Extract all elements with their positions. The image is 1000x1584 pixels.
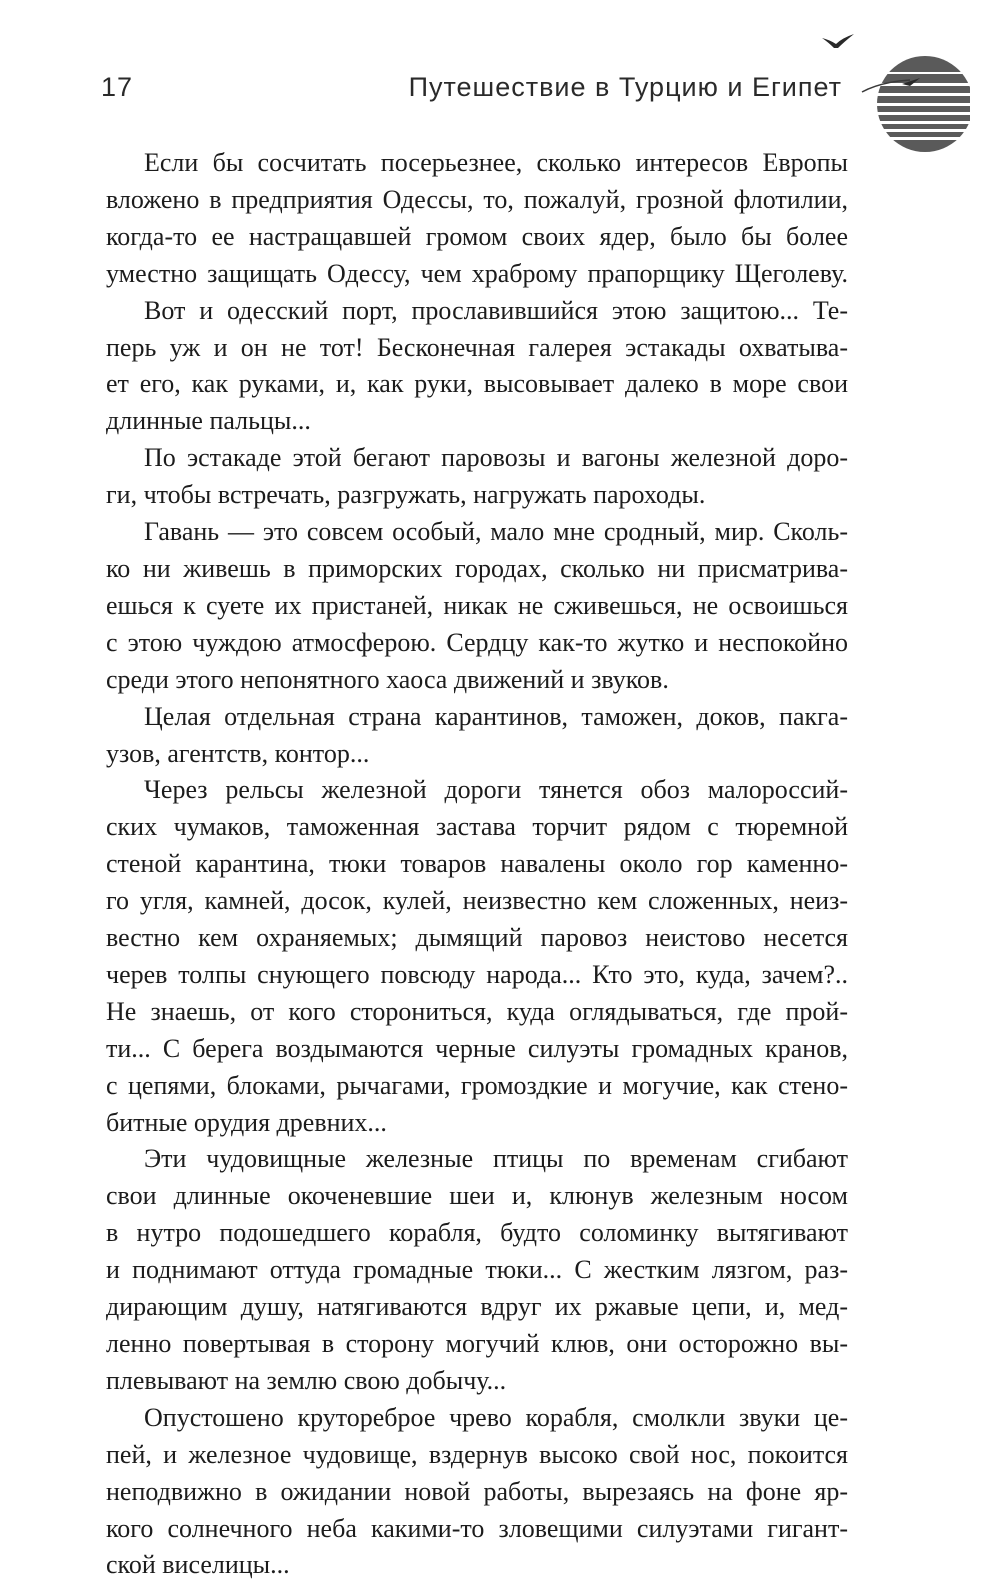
paragraph (106, 772, 848, 1141)
text-line: ленно повертывая в сторону могучий клюв, они осторожно вы- (106, 1329, 848, 1358)
paragraph (106, 145, 848, 293)
text-line: ко ни живешь в приморских городах, сколько ни присматрива- (106, 553, 848, 583)
text-line: ти... С берега воздымаются черные силуэты громадных кранов, (106, 1033, 848, 1063)
page-header (0, 0, 1000, 150)
text-line: стеной карантина, тюки товаров навалены около гор каменно- (106, 849, 848, 879)
text-line: и поднимают оттуда громадные тюки... С жестким лязгом, раз- (106, 1255, 848, 1285)
paragraph (106, 514, 848, 699)
text-line: Если бы сосчитать посерьезнее, сколько интересов Европы (144, 148, 848, 177)
text-line: Через рельсы железной дороги тянется обоз малороссий- (144, 775, 848, 805)
text-line: узов, агентств, контор... (106, 738, 370, 768)
text-line: с этою чуждою атмосферою. Сердцу как-то жутко и неспокойно (106, 627, 848, 657)
text-line: свои длинные окоченевшие шеи и, клюнув железным носом (106, 1181, 848, 1211)
text-line: в нутро подошедшего корабля, будто соломинку вытягивают (106, 1218, 848, 1248)
text-line: уместно защищать Одессу, чем храброму прапорщику Щеголеву. (106, 258, 848, 288)
paragraph (106, 1141, 848, 1399)
text-line: Вот и одесский порт, прославившийся этою защитою... Те- (144, 295, 848, 325)
text-line: Целая отдельная страна карантинов, таможен, доков, пакга- (144, 701, 848, 731)
text-line: ги, чтобы встречать, разгружать, нагружать пароходы. (106, 480, 706, 510)
body-text (106, 145, 848, 1584)
text-line: черев толпы снующего повсюду народа... Кто это, куда, зачем?.. (106, 959, 848, 989)
text-line: Не знаешь, от кого сторониться, куда оглядываться, где прой- (106, 996, 848, 1026)
text-line: Опустошено крутореброе чрево корабля, смолкли звуки це- (144, 1402, 848, 1432)
text-line: неподвижно в ожидании новой работы, вырезаясь на фоне яр- (106, 1476, 848, 1506)
text-line: когда-то ее настращавшей громом своих ядер, было бы более (106, 221, 848, 251)
text-line: ешься к суете их пристаней, никак не сживешься, не освоишься (106, 590, 848, 620)
text-line: с цепями, блоками, рычагами, громоздкие и могучие, как стено- (106, 1070, 848, 1100)
paragraph (106, 1400, 848, 1584)
text-line: Эти чудовищные железные птицы по временам сгибают (144, 1144, 848, 1174)
text-line: Гавань — это совсем особый, мало мне сродный, мир. Сколь- (144, 517, 848, 547)
paragraph (106, 699, 848, 773)
text-line: дирающим душу, натягиваются вдруг их ржавые цепи, и, мед- (106, 1292, 848, 1322)
text-line: вложено в предприятия Одессы, то, пожалуй, грозной флотилии, (106, 184, 848, 214)
text-line: битные орудия древних... (106, 1107, 387, 1137)
sunset-with-bird-icon (810, 22, 970, 152)
text-line: среди этого непонятного хаоса движений и звуков. (106, 664, 669, 694)
running-title: Путешествие в Турцию и Египет (408, 72, 842, 102)
text-line: перь уж и он не тот! Бесконечная галерея эстакады охватыва- (106, 332, 848, 362)
text-line: вестно кем охраняемых; дымящий паровоз неистово несется (106, 923, 848, 953)
text-line: длинные пальцы... (106, 406, 311, 436)
text-line: ских чумаков, таможенная застава торчит рядом с тюремной (106, 812, 848, 842)
page-number: 17 (101, 72, 134, 102)
text-line: По эстакаде этой бегают паровозы и вагоны железной доро- (144, 443, 848, 473)
text-line: ет его, как руками, и, как руки, высовывает далеко в море свои (106, 369, 848, 399)
text-line: кого солнечного неба какими-то зловещими силуэтами гигант- (106, 1513, 848, 1543)
paragraph (106, 440, 848, 514)
paragraph (106, 293, 848, 441)
text-line: ской виселицы... (106, 1550, 290, 1580)
text-line: пей, и железное чудовище, вздернув высоко свой нос, покоится (106, 1439, 848, 1469)
text-line: плевывают на землю свою добычу... (106, 1365, 507, 1395)
text-line: го угля, камней, досок, кулей, неизвестно кем сложенных, неиз- (106, 886, 848, 916)
